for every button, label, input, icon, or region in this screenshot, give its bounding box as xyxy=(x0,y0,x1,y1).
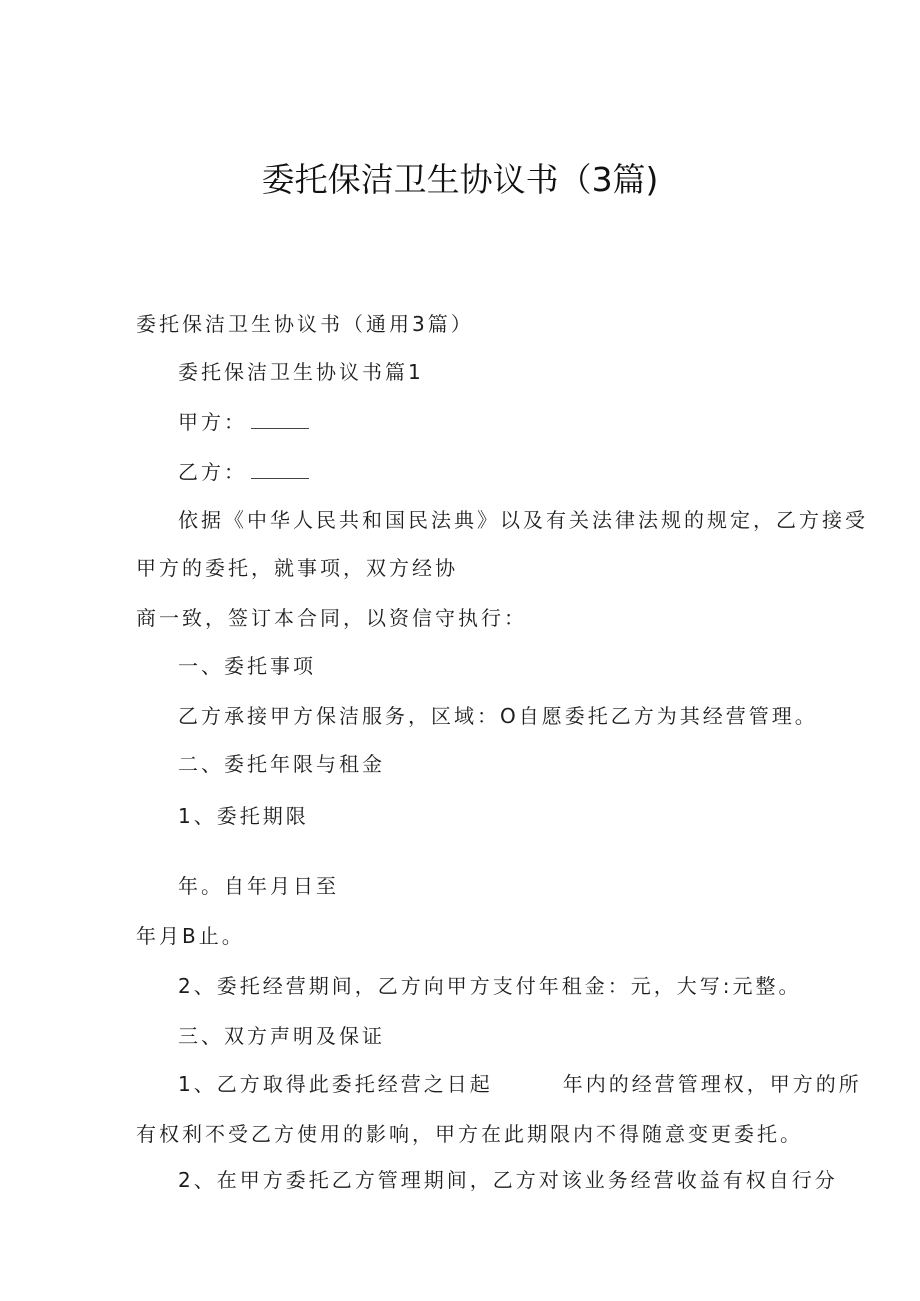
subtitle-line: 委托保洁卫生协议书（通用3篇） xyxy=(136,312,474,336)
body-line: 有权利不受乙方使用的影响，甲方在此期限内不得随意变更委托。 xyxy=(136,1122,803,1146)
body-text: 年内的经营管理权，甲方的所 xyxy=(562,1072,862,1096)
clause-heading: 三、双方声明及保证 xyxy=(178,1024,385,1048)
party-a-blank xyxy=(251,410,309,429)
party-b-label: 乙方： xyxy=(178,460,247,484)
body-text: 1、乙方取得此委托经营之日起 xyxy=(178,1072,493,1096)
body-line: 2、委托经营期间，乙方向甲方支付年租金：元，大写:元整。 xyxy=(178,974,802,998)
party-b-line xyxy=(178,458,309,486)
body-line: 1、委托期限 xyxy=(178,804,309,828)
body-line: 乙方承接甲方保洁服务，区域：O自愿委托乙方为其经营管理。 xyxy=(178,704,818,728)
document-title: 委托保洁卫生协议书（3篇) xyxy=(261,160,659,199)
section-heading-line: 委托保洁卫生协议书篇1 xyxy=(178,360,424,384)
party-b-blank xyxy=(251,460,309,479)
clause-heading: 二、委托年限与租金 xyxy=(178,752,385,776)
party-a-line xyxy=(178,408,309,436)
body-line: 甲方的委托，就事项，双方经协 xyxy=(136,556,458,580)
body-line: 年。自年月日至 xyxy=(178,874,339,898)
body-line: 2、在甲方委托乙方管理期间，乙方对该业务经营收益有权自行分 xyxy=(178,1168,838,1192)
body-line xyxy=(178,1070,862,1098)
body-line: 商一致，签订本合同，以资信守执行： xyxy=(136,606,527,630)
body-line: 依据《中华人民共和国民法典》以及有关法律法规的规定，乙方接受 xyxy=(178,508,868,532)
party-a-label: 甲方： xyxy=(178,410,247,434)
body-line: 年月B止。 xyxy=(136,924,245,948)
clause-heading: 一、委托事项 xyxy=(178,654,316,678)
